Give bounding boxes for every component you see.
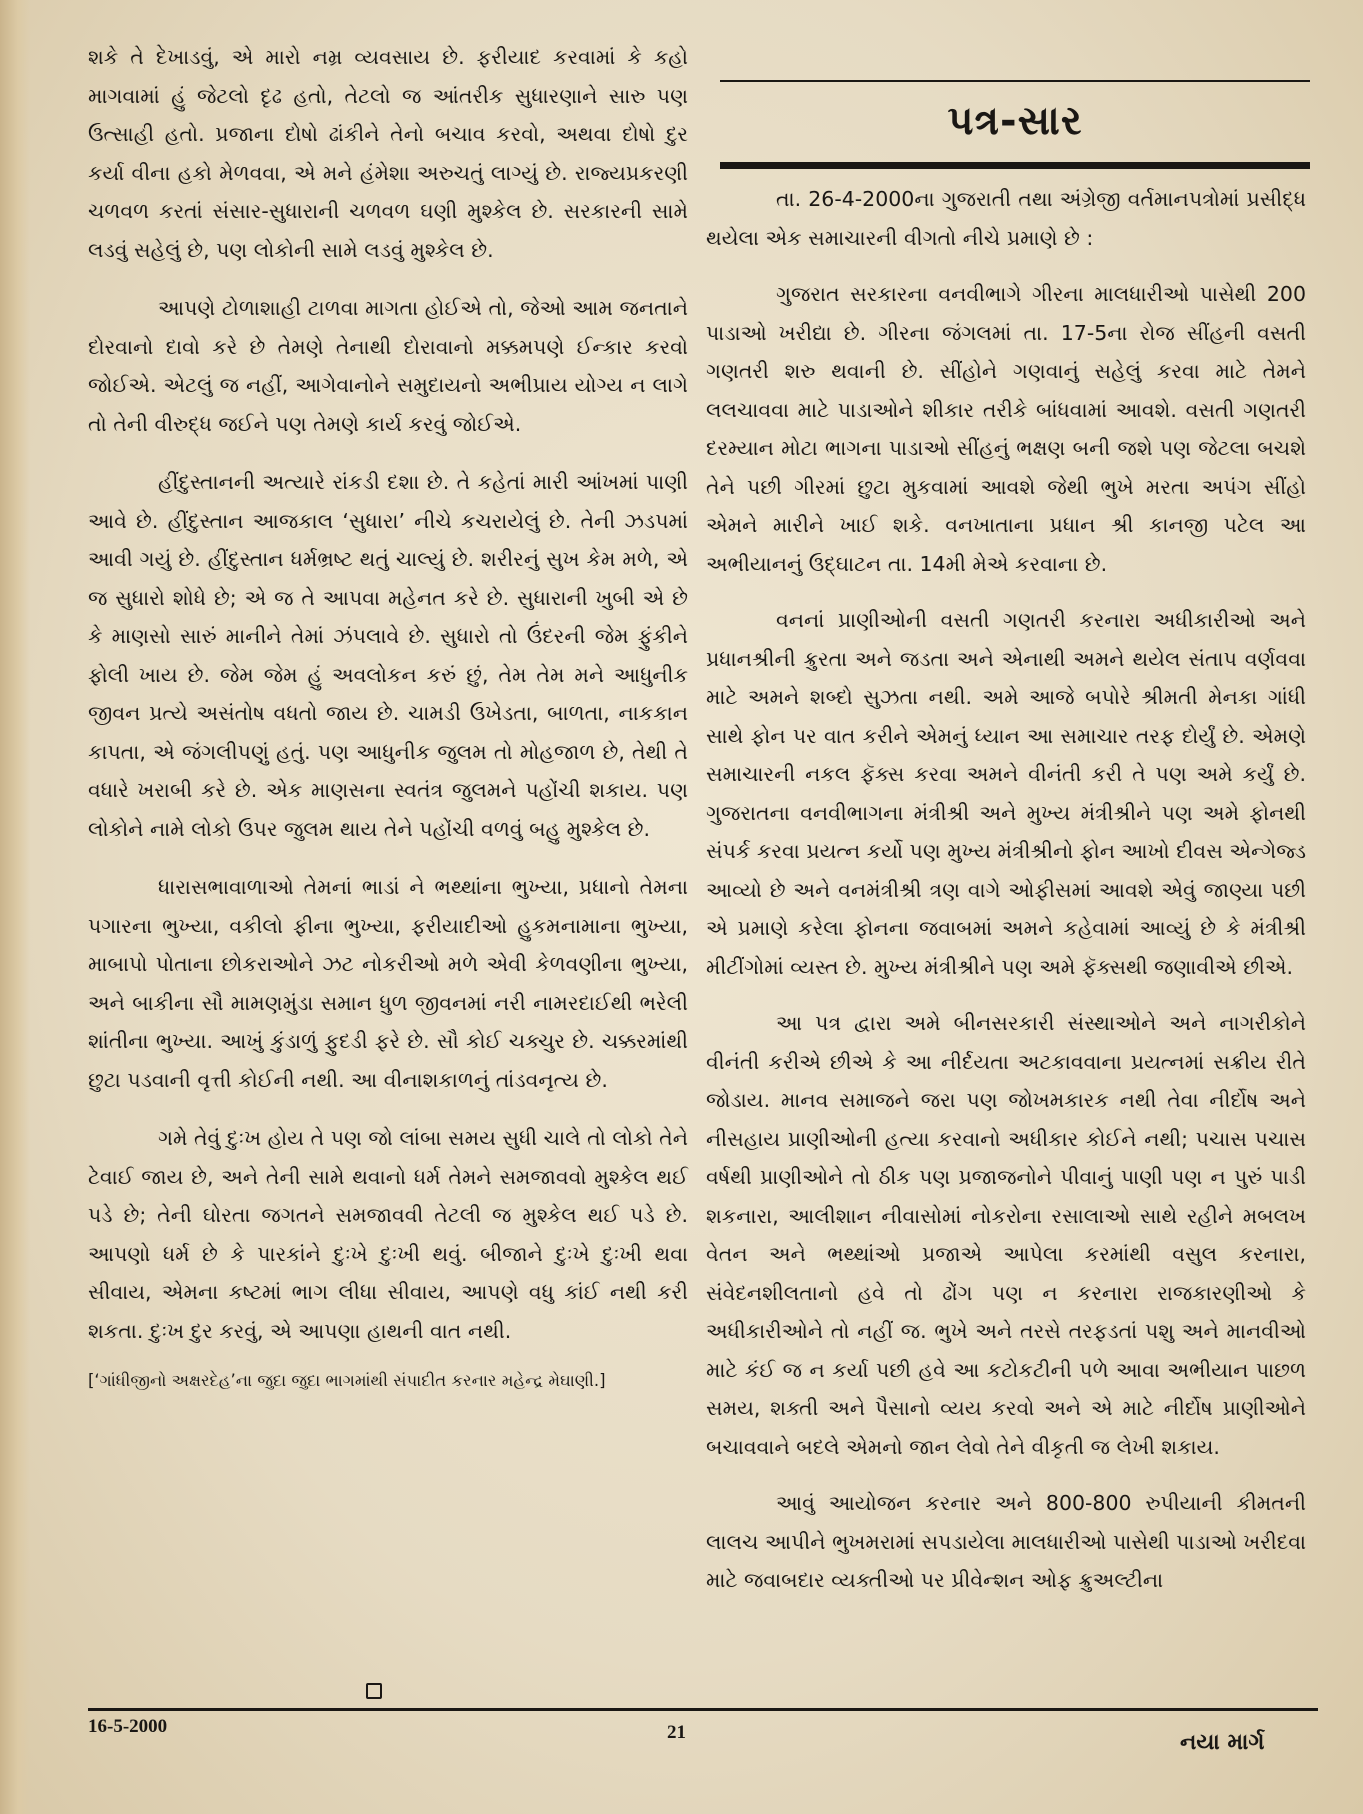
footer-rule <box>88 1708 1318 1711</box>
right-paragraph-1: તા. 26-4-2000ના ગુજરાતી તથા અંગ્રેજી વર્તમાનપત્રોમાં પ્રસીદ્ધ થયેલા એક સમાચારની વીગતો નીચે પ્રમાણે છે : <box>706 187 1306 250</box>
left-column <box>88 38 688 1416</box>
left-paragraph-5: ગમે તેવું દુઃખ હોય તે પણ જો લાંબા સમય સુધી ચાલે તો લોકો તેને ટેવાઈ જાય છે, અને તેની સામે થવાનો ધર્મ તેમને સમજાવવો મુશ્કેલ થઈ પડે છે; તેની ઘોરતા જગતને સમજાવવી તેટલી જ મુશ્કેલ થઈ પડે છે. આપણો ધર્મ છે કે પારકાંને દુઃખે દુઃખી થવું. બીજાને દુઃખે દુઃખી થવા સીવાય, એમના કષ્ટમાં ભાગ લીધા સીવાય, આપણે વધુ કાંઈ નથી કરી શકતા. દુઃખ દુર કરવું, એ આપણા હાથની વાત નથી. <box>88 1126 688 1343</box>
right-paragraph-5: આવું આયોજન કરનાર અને 800-800 રુપીયાની કીમતની લાલચ આપીને ભુખમરામાં સપડાયેલા માલધારીઓ પાસેથી પાડાઓ ખરીદવા માટે જવાબદાર વ્યક્તીઓ પર પ્રીવેન્શન ઓફ ક્રુઅલ્ટીના <box>706 1491 1306 1592</box>
publication-name: નયા માર્ગ <box>1180 1730 1265 1755</box>
right-paragraph-2: ગુજરાત સરકારના વનવીભાગે ગીરના માલધારીઓ પાસેથી 200 પાડાઓ ખરીદ્યા છે. ગીરના જંગલમાં તા. 17-5ના રોજ સીંહની વસતી ગણતરી શરુ થવાની છે. સીંહોને ગણવાનું સહેલું કરવા માટે તેમને લલચાવવા માટે પાડાઓને શીકાર તરીકે બાંધવામાં આવશે. વસતી ગણતરી દરમ્યાન મોટા ભાગના પાડાઓ સીંહનું ભક્ષણ બની જશે પણ જેટલા બચશે તેને પછી ગીરમાં છુટા મુકવામાં આવશે જેથી ભુખે મરતા અપંગ સીંહો એમને મારીને ખાઈ શકે. વનખાતાના પ્રધાન શ્રી કાનજી પટેલ આ અભીયાનનું ઉદ્ઘાટન તા. 14મી મેએ કરવાના છે. <box>706 282 1306 576</box>
article-end-mark <box>366 1683 382 1699</box>
page-number: 21 <box>667 1722 686 1743</box>
source-note: [‘ગાંધીજીનો અક્ષરદેહ’ના જુદા જુદા ભાગમાંથી સંપાદીત કરનાર મહેન્દ્ર મેઘાણી.] <box>88 1371 606 1390</box>
left-paragraph-2: આપણે ટોળાશાહી ટાળવા માગતા હોઈએ તો, જેઓ આમ જનતાને દોરવાનો દાવો કરે છે તેમણે તેનાથી દોરાવાનો મક્કમપણે ઈન્કાર કરવો જોઈએ. એટલું જ નહીં, આગેવાનોને સમુદાયનો અભીપ્રાય યોગ્ય ન લાગે તો તેની વીરુદ્ધ જઈને પણ તેમણે કાર્ય કરવું જોઈએ. <box>88 296 688 436</box>
heading-top-rule <box>720 80 1310 82</box>
section-heading: પત્ર-સાર <box>947 98 1083 144</box>
left-paragraph-4: ધારાસભાવાળાઓ તેમનાં ભાડાં ને ભથ્થાંના ભુખ્યા, પ્રધાનો તેમના પગારના ભુખ્યા, વકીલો ફીના ભુખ્યા, ફરીયાદીઓ હુકમનામાના ભુખ્યા, માબાપો પોતાના છોકરાઓને ઝટ નોકરીઓ મળે એવી કેળવણીના ભુખ્યા, અને બાકીના સૌ મામણમુંડા સમાન ધુળ જીવનમાં નરી નામરદાઈથી ભરેલી શાંતીના ભુખ્યા. આખું કુંડાળું ફુદડી ફરે છે. સૌ કોઈ ચક્ચુર છે. ચક્કરમાંથી છુટા પડવાની વૃત્તી કોઈની નથી. આ વીનાશકાળનું તાંડવનૃત્ય છે. <box>88 875 688 1092</box>
left-paragraph-3: હીંદુસ્તાનની અત્યારે રાંકડી દશા છે. તે કહેતાં મારી આંખમાં પાણી આવે છે. હીંદુસ્તાન આજકાલ ‘સુધારા’ નીચે કચરાયેલું છે. તેની ઝડપમાં આવી ગયું છે. હીંદુસ્તાન ધર્મભ્રષ્ટ થતું ચાલ્યું છે. શરીરનું સુખ કેમ મળે, એ જ સુધારો શોધે છે; એ જ તે આપવા મહેનત કરે છે. સુધારાની ખુબી એ છે કે માણસો સારું માનીને તેમાં ઝંપલાવે છે. સુધારો તો ઉંદરની જેમ ફુંકીને ફોલી ખાય છે. જેમ જેમ હું અવલોકન કરું છું, તેમ તેમ મને આધુનીક જીવન પ્રત્યે અસંતોષ વધતો જાય છે. ચામડી ઉખેડતા, બાળતા, નાકકાન કાપતા, એ જંગલીપણું હતું. પણ આધુનીક જુલમ તો મોહજાળ છે, તેથી તે વધારે ખરાબી કરે છે. એક માણસના સ્વતંત્ર જુલમને પહોંચી શકાય. પણ લોકોને નામે લોકો ઉપર જુલમ થાય તેને પહોંચી વળવું બહુ મુશ્કેલ છે. <box>88 470 688 841</box>
issue-date: 16-5-2000 <box>88 1716 168 1737</box>
right-paragraph-3: વનનાં પ્રાણીઓની વસતી ગણતરી કરનારા અધીકારીઓ અને પ્રધાનશ્રીની ક્રુરતા અને જડતા અને એનાથી અમને થયેલ સંતાપ વર્ણવવા માટે અમને શબ્દો સુઝતા નથી. અમે આજે બપોરે શ્રીમતી મેનકા ગાંધી સાથે ફોન પર વાત કરીને એમનું ધ્યાન આ સમાચાર તરફ દોર્યું છે. એમણે સમાચારની નકલ ફૅક્સ કરવા અમને વીનંતી કરી તે પણ અમે કર્યું છે. ગુજરાતના વનવીભાગના મંત્રીશ્રી અને મુખ્ય મંત્રીશ્રીને પણ અમે ફોનથી સંપર્ક કરવા પ્રયત્ન કર્યો પણ મુખ્ય મંત્રીશ્રીનો ફોન આખો દીવસ એન્ગેજ્ડ આવ્યો છે અને વનમંત્રીશ્રી ત્રણ વાગે ઓફીસમાં આવશે એવું જાણ્યા પછી એ પ્રમાણે કરેલા ફોનના જવાબમાં અમને કહેવામાં આવ્યું છે કે મંત્રીશ્રી મીટીંગોમાં વ્યસ્ત છે. મુખ્ય મંત્રીશ્રીને પણ અમે ફૅક્સથી જણાવીએ છીએ. <box>706 608 1306 979</box>
right-paragraph-4: આ પત્ર દ્વારા અમે બીનસરકારી સંસ્થાઓને અને નાગરીકોને વીનંતી કરીએ છીએ કે આ નીર્દયતા અટકાવવાના પ્રયત્નમાં સક્રીય રીતે જોડાય. માનવ સમાજને જરા પણ જોખમકારક નથી તેવા નીર્દોષ અને નીસહાય પ્રાણીઓની હત્યા કરવાનો અધીકાર કોઈને નથી; પચાસ પચાસ વર્ષથી પ્રાણીઓને તો ઠીક પણ પ્રજાજનોને પીવાનું પાણી પણ ન પુરું પાડી શકનારા, આલીશાન નીવાસોમાં નોકરોના રસાલાઓ સાથે રહીને મબલખ વેતન અને ભથ્થાંઓ પ્રજાએ આપેલા કરમાંથી વસુલ કરનારા, સંવેદનશીલતાનો હવે તો ઢોંગ પણ ન કરનારા રાજકારણીઓ કે અધીકારીઓને તો નહીં જ. ભુખે અને તરસે તરફડતાં પશુ અને માનવીઓ માટે કંઈ જ ન કર્યા પછી હવે આ કટોકટીની પળે આવા અભીયાન પાછળ સમય, શક્તી અને પૈસાનો વ્યય કરવો અને એ માટે નીર્દોષ પ્રાણીઓને બચાવવાને બદલે એમનો જાન લેવો તેને વીકૃતી જ લેખી શકાય. <box>706 1011 1306 1459</box>
heading-bottom-rule <box>720 162 1310 169</box>
right-column <box>706 180 1306 1600</box>
torn-edge <box>0 0 30 1814</box>
left-paragraph-1: શકે તે દેખાડવું, એ મારો નમ્ર વ્યવસાય છે. ફરીયાદ કરવામાં કે કહો માગવામાં હું જેટલો દૃઢ હતો, તેટલો જ આંતરીક સુધારણાને સારુ પણ ઉત્સાહી હતો. પ્રજાના દોષો ઢાંકીને તેનો બચાવ કરવો, અથવા દોષો દુર કર્યા વીના હકો મેળવવા, એ મને હંમેશા અરુચતું લાગ્યું છે. રાજ્યપ્રકરણી ચળવળ કરતાં સંસાર-સુધારાની ચળવળ ઘણી મુશ્કેલ છે. સરકારની સામે લડવું સહેલું છે, પણ લોકોની સામે લડવું મુશ્કેલ છે. <box>88 45 688 262</box>
